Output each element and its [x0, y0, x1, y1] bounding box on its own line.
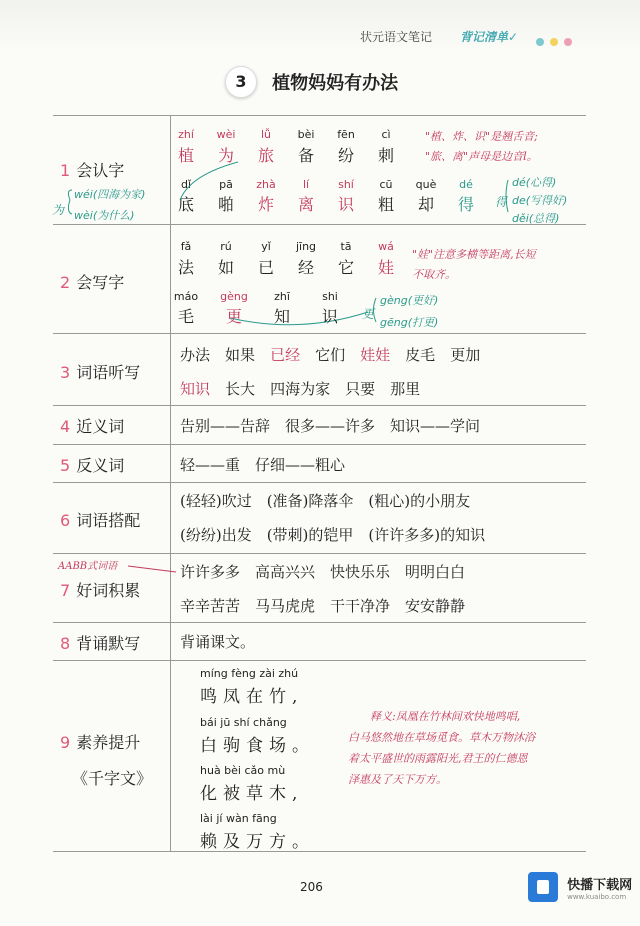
section-literacy-sub: 《千字文》 — [72, 769, 153, 788]
geng-reading-1: gèng(更好) — [380, 294, 439, 307]
recognize-char: 炸 — [257, 195, 274, 214]
word: 如果 — [225, 346, 256, 364]
book-title: 状元语文笔记 — [360, 30, 433, 44]
recognize-pinyin: lǚ — [260, 128, 272, 141]
good-words-note: AABB式词语 — [58, 561, 118, 572]
write-char: 娃 — [377, 258, 394, 277]
write-note-2: 不取齐。 — [412, 268, 456, 281]
section-label: 词语听写 — [76, 363, 141, 382]
recite-line: 背诵课文。 — [180, 633, 256, 651]
poem-line: 鸣凤在竹, — [200, 687, 304, 707]
antonyms-line: 轻——重 仔细——粗心 — [180, 456, 346, 474]
recognize-char: 底 — [177, 195, 194, 214]
section-number: 3 — [60, 363, 71, 382]
word: 更加 — [450, 346, 481, 364]
section-label: 会认字 — [76, 161, 125, 180]
page-number: 206 — [300, 880, 323, 894]
word: 皮毛 — [405, 346, 436, 364]
wei-reading-1: wéi(四海为家) — [74, 188, 146, 201]
de-reading-2: de(写得好) — [512, 194, 568, 207]
recognize-pinyin: fēn — [337, 128, 355, 141]
recognize-char: 却 — [417, 195, 434, 214]
write-char: 毛 — [177, 307, 194, 326]
de-reading-3: děi(总得) — [512, 212, 560, 225]
section-number: 4 — [60, 417, 71, 436]
recognize-char: 刺 — [377, 146, 394, 165]
recognize-pinyin: pā — [219, 178, 233, 191]
brand-icon — [528, 872, 558, 902]
wei-reading-2: wèi(为什么) — [74, 209, 135, 222]
write-pinyin: yǐ — [261, 240, 271, 253]
recognize-pinyin: lí — [302, 178, 310, 191]
recognize-note-1: "植、炸、识"是翘舌音; — [425, 130, 538, 143]
write-pinyin: fǎ — [180, 240, 192, 253]
section-number: 7 — [60, 581, 71, 600]
recognize-char: 备 — [297, 146, 314, 165]
section-label: 会写字 — [76, 273, 125, 292]
recognize-char: 识 — [337, 195, 354, 214]
word: 办法 — [180, 346, 211, 364]
brand-name: 快播下载网 — [567, 877, 633, 893]
wei-char-note: 为 — [52, 203, 65, 217]
recognize-pinyin: wèi — [216, 128, 236, 141]
write-pinyin: tā — [340, 240, 352, 253]
poem-note-line: 白马悠然地在草场觅食。草木万物沐浴 — [348, 731, 535, 744]
recognize-char: 离 — [297, 195, 314, 214]
recognize-note-2: "旅、离"声母是边音l。 — [425, 150, 538, 163]
section-number: 9 — [60, 733, 71, 752]
geng-char-note: 更 — [362, 307, 375, 321]
good-words-line-2: 辛辛苦苦 马马虎虎 干干净净 安安静静 — [180, 597, 466, 615]
write-pinyin: rú — [220, 240, 232, 253]
recognize-char: 旅 — [257, 146, 274, 165]
section-label: 近义词 — [76, 417, 125, 436]
recognize-pinyin: dǐ — [180, 178, 192, 191]
recognize-pinyin: zhà — [256, 178, 276, 191]
brand-logo — [528, 872, 632, 902]
section-number: 8 — [60, 634, 71, 653]
section-label: 素养提升 — [76, 733, 141, 752]
poem-pinyin: lài jí wàn fāng — [200, 812, 277, 825]
word: 娃娃 — [360, 346, 391, 364]
word: 四海为家 — [270, 380, 331, 398]
recognize-char: 植 — [177, 146, 194, 165]
de-reading-1: dé(心得) — [512, 176, 557, 189]
word: 知识 — [180, 380, 211, 398]
write-pinyin: gèng — [220, 290, 248, 303]
recognize-char: 为 — [217, 146, 234, 165]
section-number: 1 — [60, 161, 71, 180]
write-pinyin: shi — [322, 290, 338, 303]
write-char: 已 — [257, 258, 274, 277]
section-label: 好词积累 — [76, 581, 141, 600]
recognize-char: 粗 — [377, 195, 394, 214]
section-number: 5 — [60, 456, 71, 475]
de-char-note: 得 — [495, 195, 508, 209]
word: 它们 — [315, 346, 346, 364]
recognize-char: 纷 — [337, 146, 354, 165]
dictation-line-2 — [180, 378, 420, 399]
write-pinyin: jīng — [295, 240, 317, 253]
recognize-char: 得 — [457, 195, 474, 214]
good-words-line-1: 许许多多 高高兴兴 快快乐乐 明明白白 — [180, 563, 466, 581]
recognize-char: 啪 — [217, 195, 234, 214]
write-pinyin: máo — [173, 290, 199, 303]
recognize-pinyin: dé — [459, 178, 473, 191]
section-label: 反义词 — [76, 456, 125, 475]
poem-line: 化被草木, — [200, 784, 304, 804]
section-number: 2 — [60, 273, 71, 292]
recognize-pinyin: què — [415, 178, 437, 191]
recognize-pinyin: shí — [338, 178, 354, 191]
collocation-line-2: (纷纷)出发 (带刺)的铠甲 (许许多多)的知识 — [180, 526, 486, 544]
write-pinyin: wá — [378, 240, 394, 253]
recognize-pinyin: bèi — [297, 128, 315, 141]
poem-pinyin: huà bèi cǎo mù — [200, 764, 286, 777]
write-char: 如 — [217, 258, 234, 277]
write-char: 识 — [321, 307, 338, 326]
word: 已经 — [270, 346, 301, 364]
write-char: 它 — [337, 258, 354, 277]
section-label: 背诵默写 — [76, 634, 141, 653]
brand-url: www.kuaibo.com — [567, 892, 627, 901]
word: 只要 — [345, 380, 376, 398]
write-pinyin: zhī — [274, 290, 290, 303]
section-number: 6 — [60, 511, 71, 530]
write-char: 法 — [177, 258, 194, 277]
collocation-line-1: (轻轻)吹过 (准备)降落伞 (粗心)的小朋友 — [180, 492, 471, 510]
word: 那里 — [390, 380, 421, 398]
recognize-pinyin: cì — [381, 128, 391, 141]
write-char: 更 — [225, 307, 242, 326]
write-note-1: "娃"注意多横等距离,长短 — [412, 248, 536, 261]
link-line — [180, 162, 238, 200]
write-char: 经 — [297, 258, 314, 277]
section-tag: 背记清单✓ — [460, 30, 519, 44]
poem-line: 赖及万方。 — [200, 832, 315, 852]
lesson-title: 植物妈妈有办法 — [272, 73, 399, 94]
poem-note-line: 着太平盛世的雨露阳光,君王的仁德恩 — [348, 752, 528, 765]
geng-reading-2: gēng(打更) — [380, 316, 439, 329]
dictation-line-1 — [180, 344, 480, 365]
synonyms-line: 告别——告辞 很多——许多 知识——学问 — [180, 417, 481, 435]
poem-note-line: 泽惠及了天下万方。 — [348, 773, 447, 786]
poem-pinyin: míng fèng zài zhú — [200, 667, 299, 680]
write-char: 知 — [273, 307, 290, 326]
poem-note-line: 释义:凤凰在竹林间欢快地鸣唱, — [370, 710, 521, 723]
lesson-number: 3 — [225, 66, 257, 98]
section-label: 词语搭配 — [76, 511, 141, 530]
recognize-pinyin: zhí — [178, 128, 194, 141]
poem-pinyin: bái jū shí chǎng — [200, 716, 287, 729]
word: 长大 — [225, 380, 256, 398]
recognize-pinyin: cū — [379, 178, 393, 191]
poem-line: 白驹食场。 — [200, 736, 315, 756]
